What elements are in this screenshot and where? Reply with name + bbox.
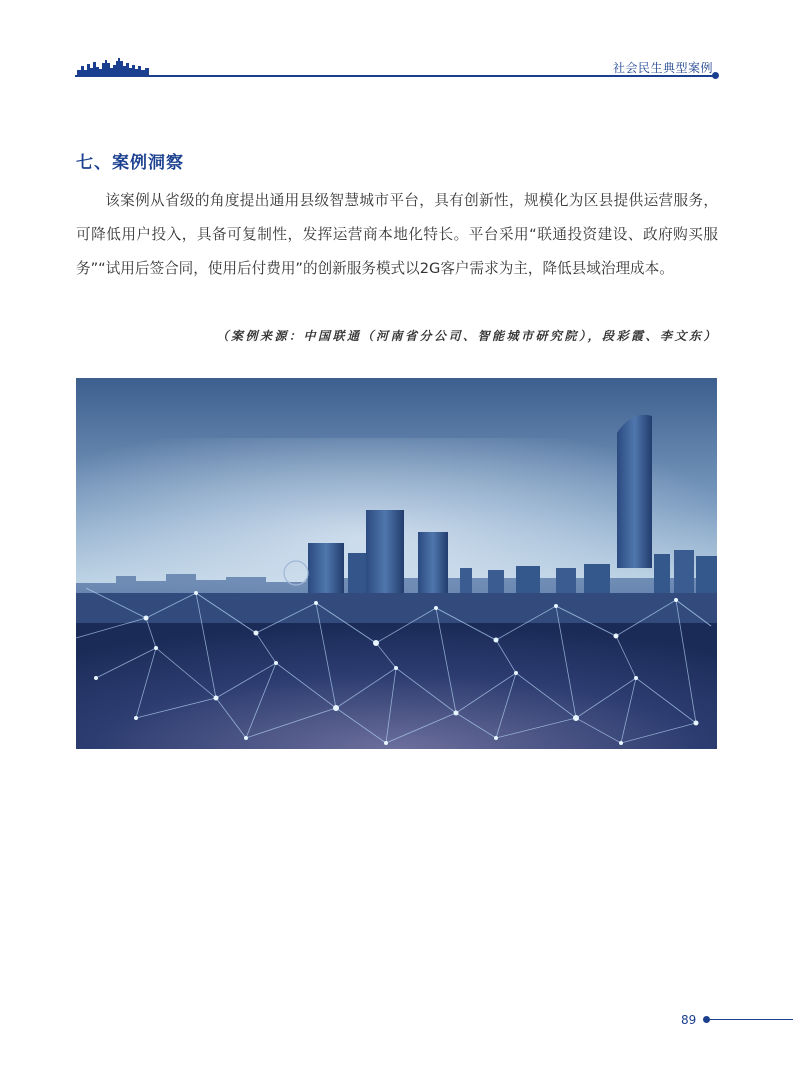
page-number: 89 bbox=[681, 1013, 697, 1027]
header-rule-dot bbox=[712, 72, 719, 79]
running-header-title: 社会民生典型案例 bbox=[612, 61, 713, 75]
section-heading: 七、案例洞察 bbox=[76, 153, 184, 173]
footer-rule bbox=[708, 1019, 793, 1020]
skyline-logo-icon bbox=[77, 56, 149, 76]
smart-city-photo bbox=[76, 378, 717, 749]
case-source-note: （案例来源：中国联通（河南省分公司、智能城市研究院），段彩霞、李文东） bbox=[216, 329, 718, 343]
body-paragraph: 该案例从省级的角度提出通用县级智慧城市平台，具有创新性，规模化为区县提供运营服务，可降低用户投入，具备可复制性，发挥运营商本地化特长。平台采用“联通投资建设、政府购买服务”“试用后签合同，使用后付费用”的创新服务模式以2G客户需求为主，降低县域治理成本。 bbox=[76, 192, 718, 277]
